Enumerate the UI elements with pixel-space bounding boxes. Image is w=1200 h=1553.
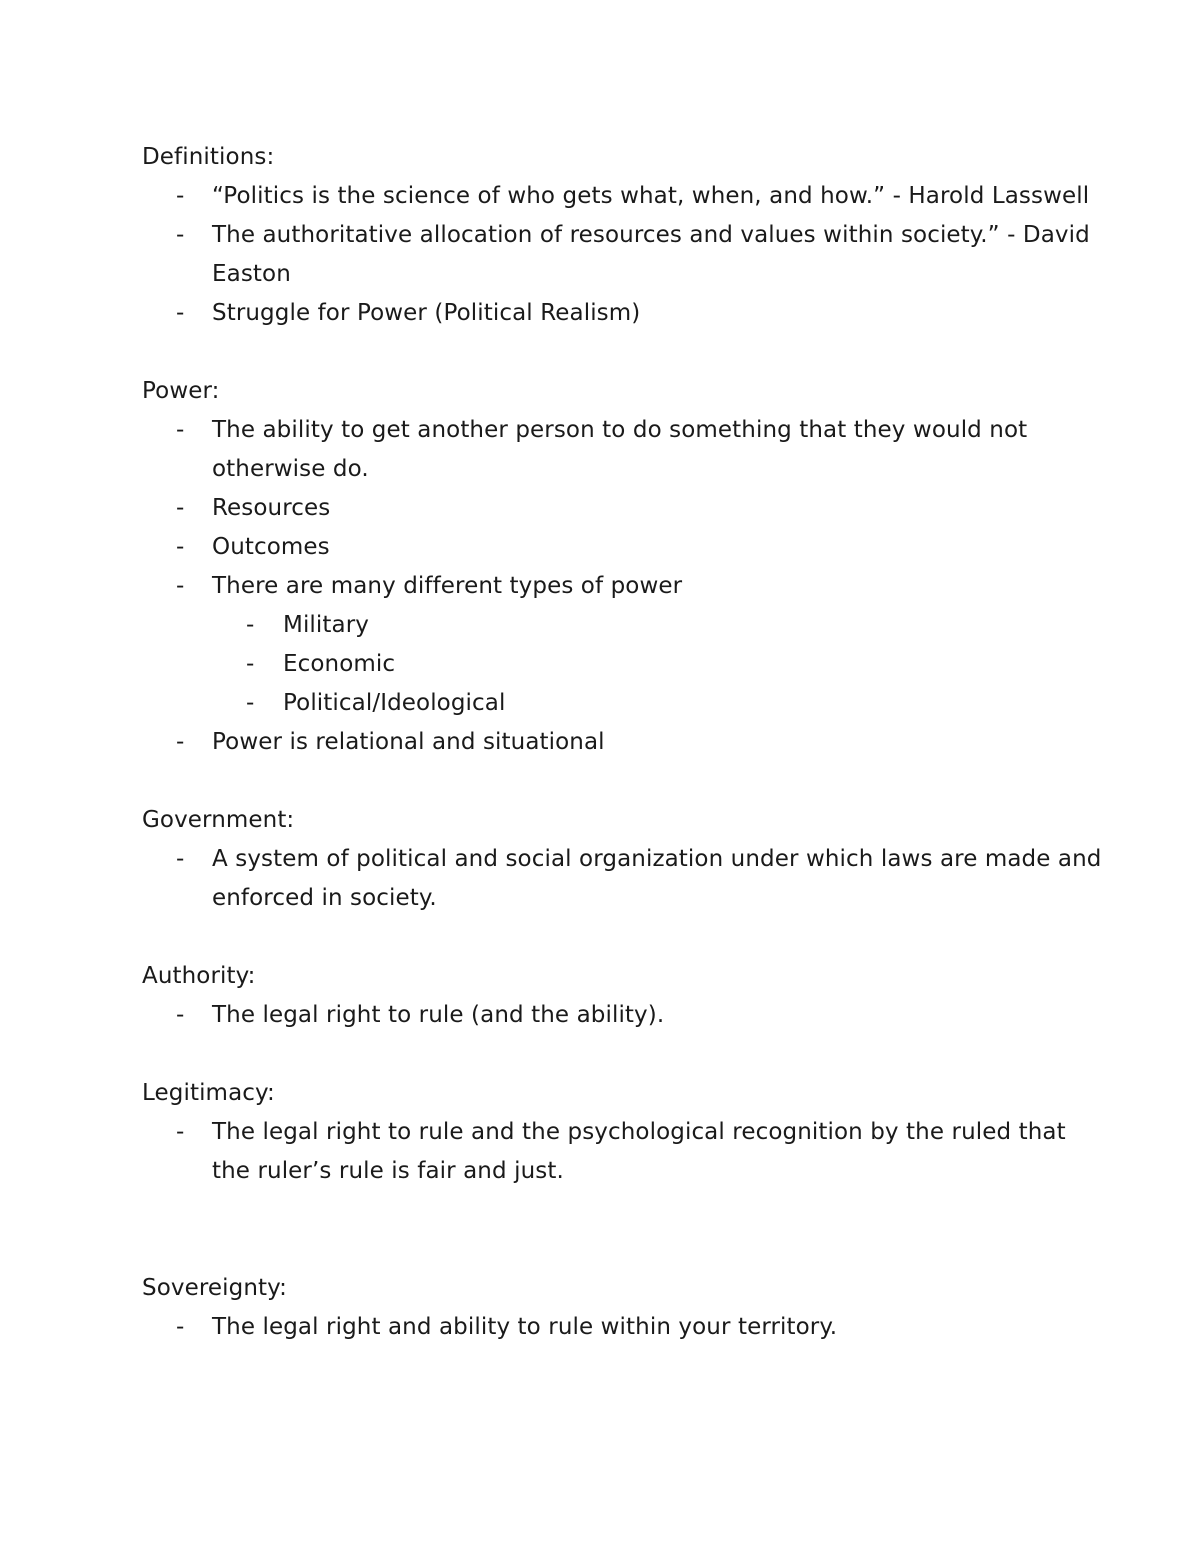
bullet-dash: - (176, 1002, 185, 1028)
list-item-text: The legal right to rule and the psychological recognition by the ruled that the ruler’s rule is fair and just. (212, 1119, 1066, 1184)
list-item (142, 567, 1102, 723)
bullet-dash: - (176, 573, 185, 599)
list-item (142, 528, 1102, 567)
list-item-text: The authoritative allocation of resources and values within society.” - David Easton (212, 222, 1090, 287)
section-sovereignty (142, 1269, 1102, 1347)
bullet-dash: - (176, 534, 185, 560)
spacer (142, 762, 1102, 801)
government-list (142, 840, 1102, 918)
bullet-dash: - (176, 183, 185, 209)
heading-government: Government: (142, 807, 295, 833)
list-item (142, 1308, 1102, 1347)
list-item (142, 216, 1102, 294)
section-power (142, 372, 1102, 762)
list-item-text: There are many different types of power (212, 573, 683, 599)
list-item (142, 294, 1102, 333)
list-item-text: Power is relational and situational (212, 729, 605, 755)
spacer (142, 918, 1102, 957)
heading-power: Power: (142, 378, 220, 404)
bullet-dash: - (176, 417, 185, 443)
list-item-text: The ability to get another person to do something that they would not otherwise do. (212, 417, 1028, 482)
list-item-text: The legal right to rule (and the ability). (212, 1002, 665, 1028)
list-item (142, 177, 1102, 216)
list-item (142, 1113, 1102, 1191)
bullet-dash: - (176, 846, 185, 872)
sublist-item (212, 645, 1102, 684)
document-body (142, 138, 1102, 1347)
bullet-dash: - (246, 690, 255, 716)
list-item-text: “Politics is the science of who gets what, when, and how.” - Harold Lasswell (212, 183, 1090, 209)
heading-legitimacy: Legitimacy: (142, 1080, 275, 1106)
list-item-text: Resources (212, 495, 331, 521)
sublist-item-text: Military (283, 612, 369, 638)
authority-list (142, 996, 1102, 1035)
list-item-text: Outcomes (212, 534, 330, 560)
list-item (142, 840, 1102, 918)
list-item-text: Struggle for Power (Political Realism) (212, 300, 641, 326)
list-item (142, 411, 1102, 489)
sublist-item (212, 684, 1102, 723)
list-item (142, 723, 1102, 762)
legitimacy-list (142, 1113, 1102, 1191)
heading-definitions: Definitions: (142, 144, 275, 170)
list-item (142, 489, 1102, 528)
sublist-item-text: Political/Ideological (283, 690, 506, 716)
sovereignty-list (142, 1308, 1102, 1347)
bullet-dash: - (176, 495, 185, 521)
bullet-dash: - (176, 1119, 185, 1145)
bullet-dash: - (246, 612, 255, 638)
spacer (142, 1035, 1102, 1074)
sublist-item-text: Economic (283, 651, 396, 677)
power-list (142, 411, 1102, 762)
section-definitions (142, 138, 1102, 333)
list-item-text: The legal right and ability to rule within your territory. (212, 1314, 838, 1340)
spacer (142, 1191, 1102, 1269)
section-authority (142, 957, 1102, 1035)
bullet-dash: - (176, 300, 185, 326)
section-government (142, 801, 1102, 918)
heading-authority: Authority: (142, 963, 256, 989)
list-item (142, 996, 1102, 1035)
spacer (142, 333, 1102, 372)
bullet-dash: - (176, 729, 185, 755)
heading-sovereignty: Sovereignty: (142, 1275, 288, 1301)
bullet-dash: - (176, 222, 185, 248)
power-types-sublist (212, 606, 1102, 723)
bullet-dash: - (246, 651, 255, 677)
section-legitimacy (142, 1074, 1102, 1191)
sublist-item (212, 606, 1102, 645)
definitions-list (142, 177, 1102, 333)
list-item-text: A system of political and social organization under which laws are made and enforced in society. (212, 846, 1102, 911)
bullet-dash: - (176, 1314, 185, 1340)
